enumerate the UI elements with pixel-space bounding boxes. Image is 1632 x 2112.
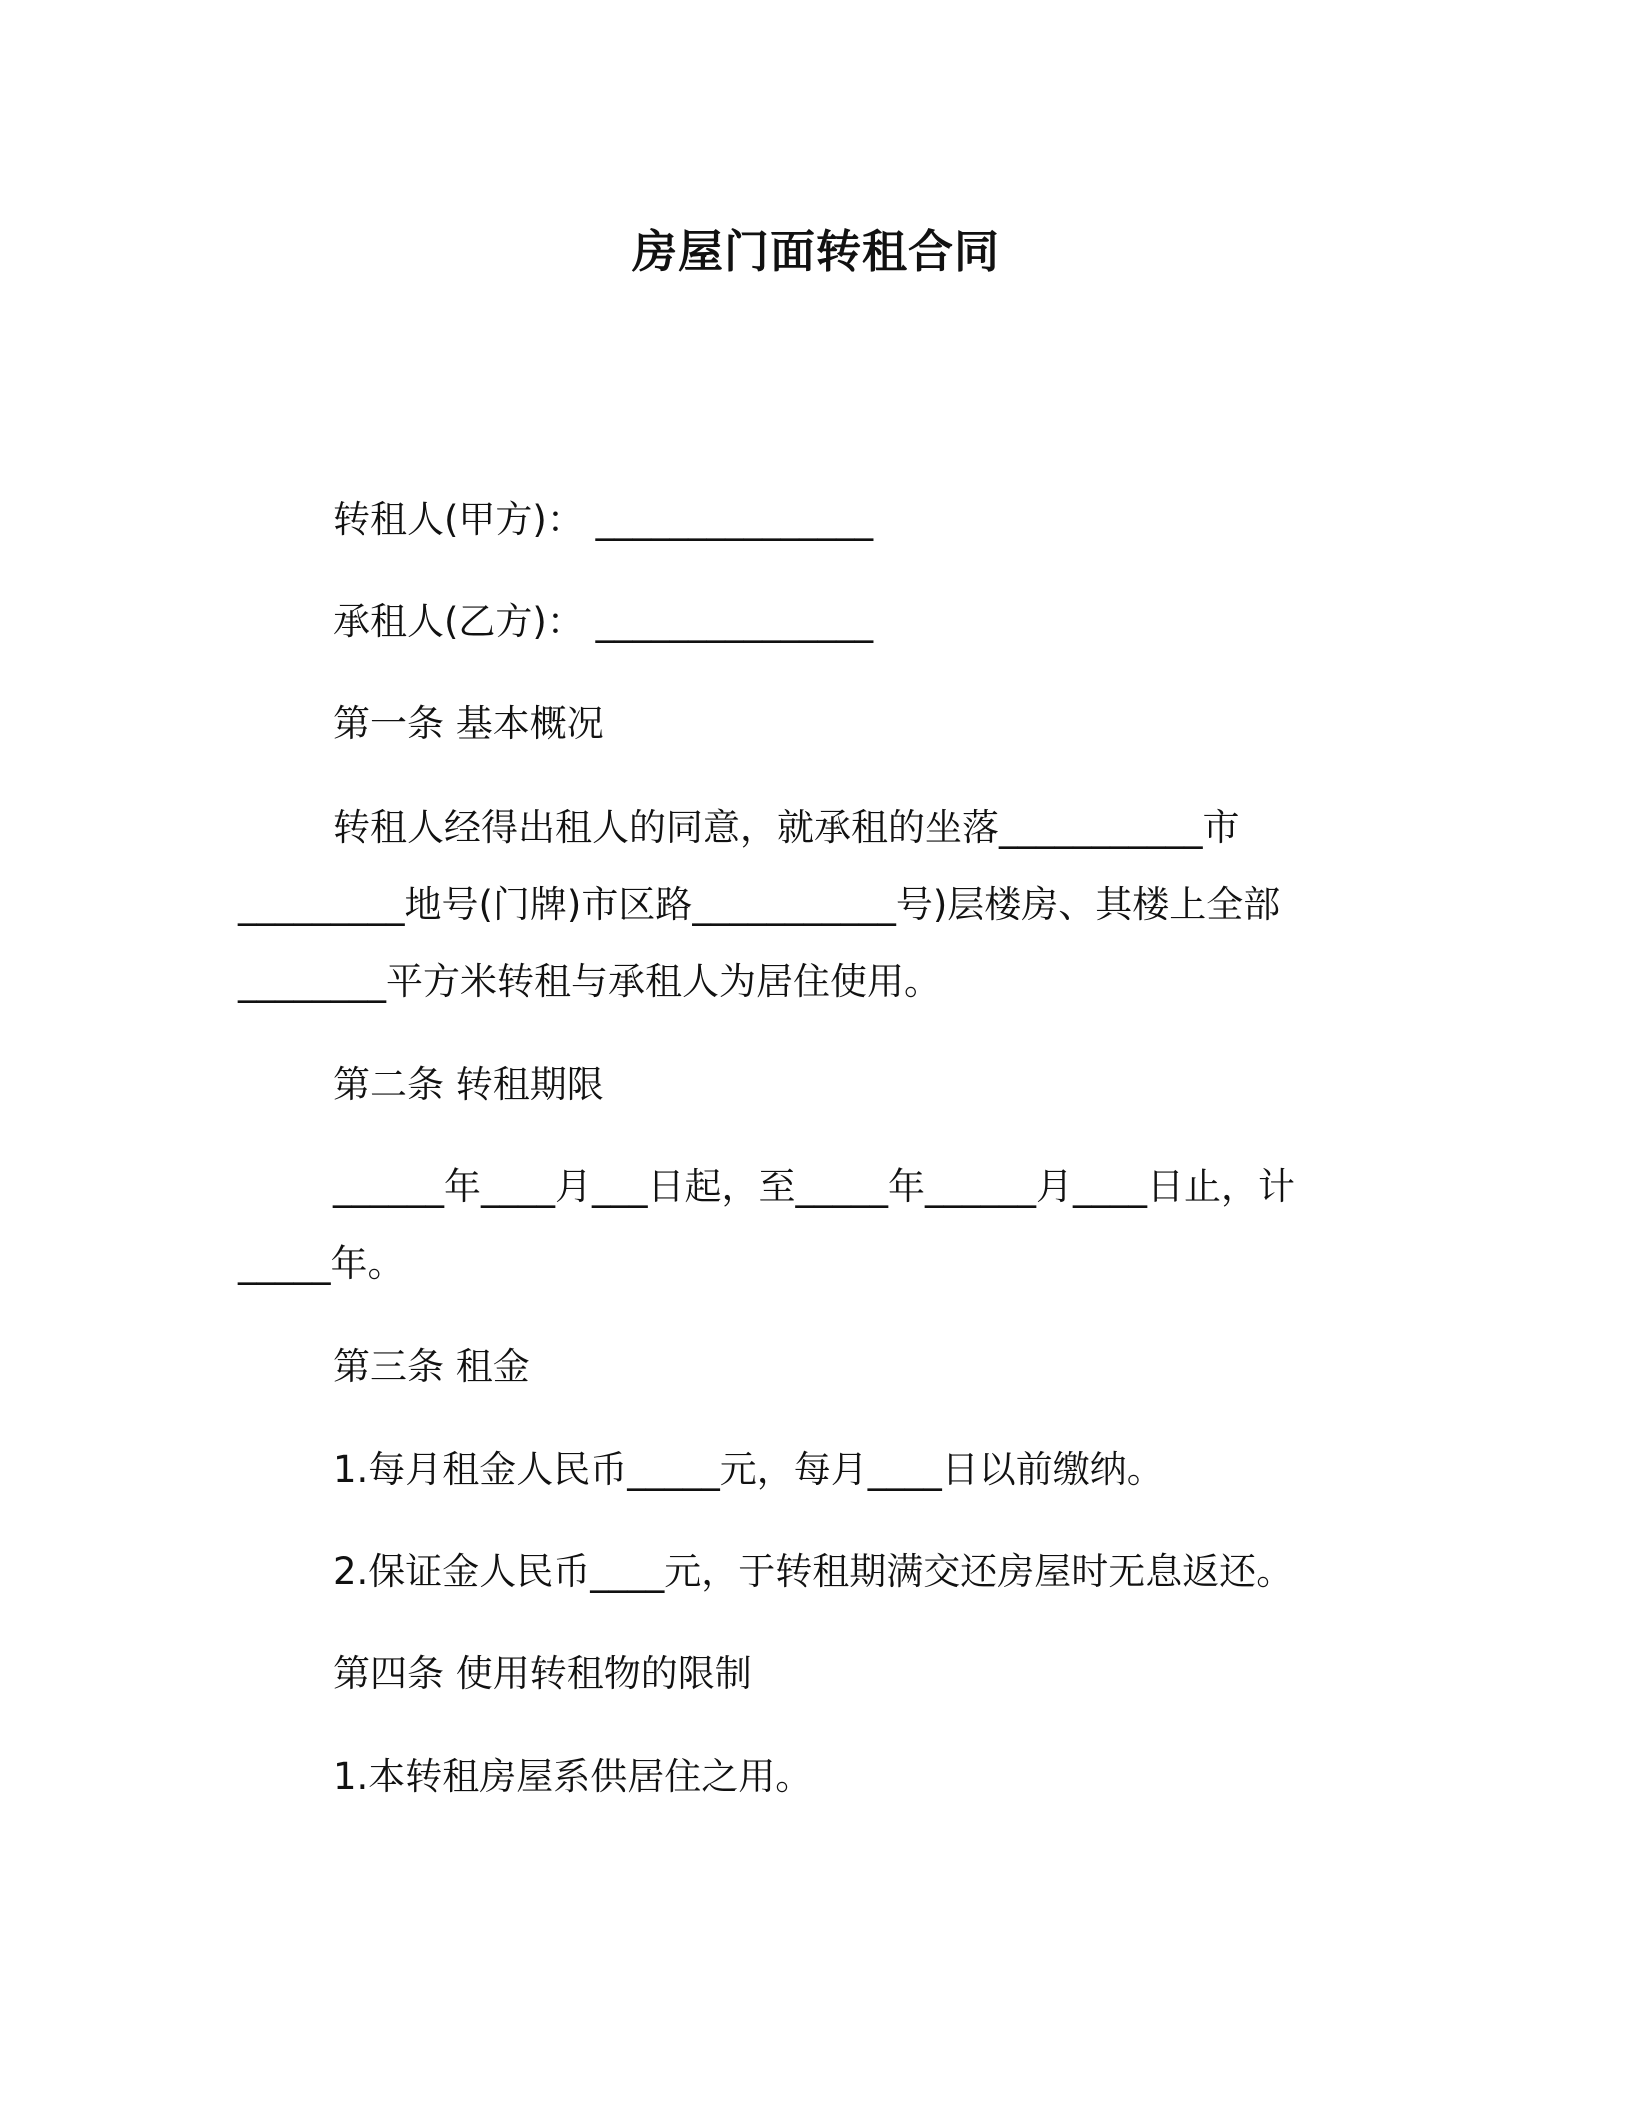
article-3-item-1: 1.每月租金人民币_____元，每月____日以前缴纳。 bbox=[333, 1448, 1164, 1491]
article-1-text-line-3: ________平方米转租与承租人为居住使用。 bbox=[238, 960, 941, 1003]
article-3-heading: 第三条 租金 bbox=[333, 1345, 530, 1388]
article-2-heading: 第二条 转租期限 bbox=[333, 1063, 604, 1106]
sublessor-line: 转租人(甲方)： _______________ bbox=[333, 498, 874, 541]
article-4-item-1: 1.本转租房屋系供居住之用。 bbox=[333, 1755, 813, 1798]
page-title: 房屋门面转租合同 bbox=[631, 225, 1000, 278]
article-2-text-line-1: ______年____月___日起，至_____年______月____日止，计 bbox=[333, 1165, 1295, 1208]
article-4-heading: 第四条 使用转租物的限制 bbox=[333, 1652, 752, 1695]
article-1-heading: 第一条 基本概况 bbox=[333, 702, 604, 745]
article-1-text-line-2: _________地号(门牌)市区路___________号)层楼房、其楼上全部 bbox=[238, 883, 1281, 926]
article-2-text-line-2: _____年。 bbox=[238, 1242, 405, 1285]
article-3-item-2: 2.保证金人民币____元，于转租期满交还房屋时无息返还。 bbox=[333, 1550, 1294, 1593]
lessee-line: 承租人(乙方)： _______________ bbox=[333, 600, 874, 643]
article-1-text-line-1: 转租人经得出租人的同意，就承租的坐落___________市 bbox=[333, 806, 1240, 849]
